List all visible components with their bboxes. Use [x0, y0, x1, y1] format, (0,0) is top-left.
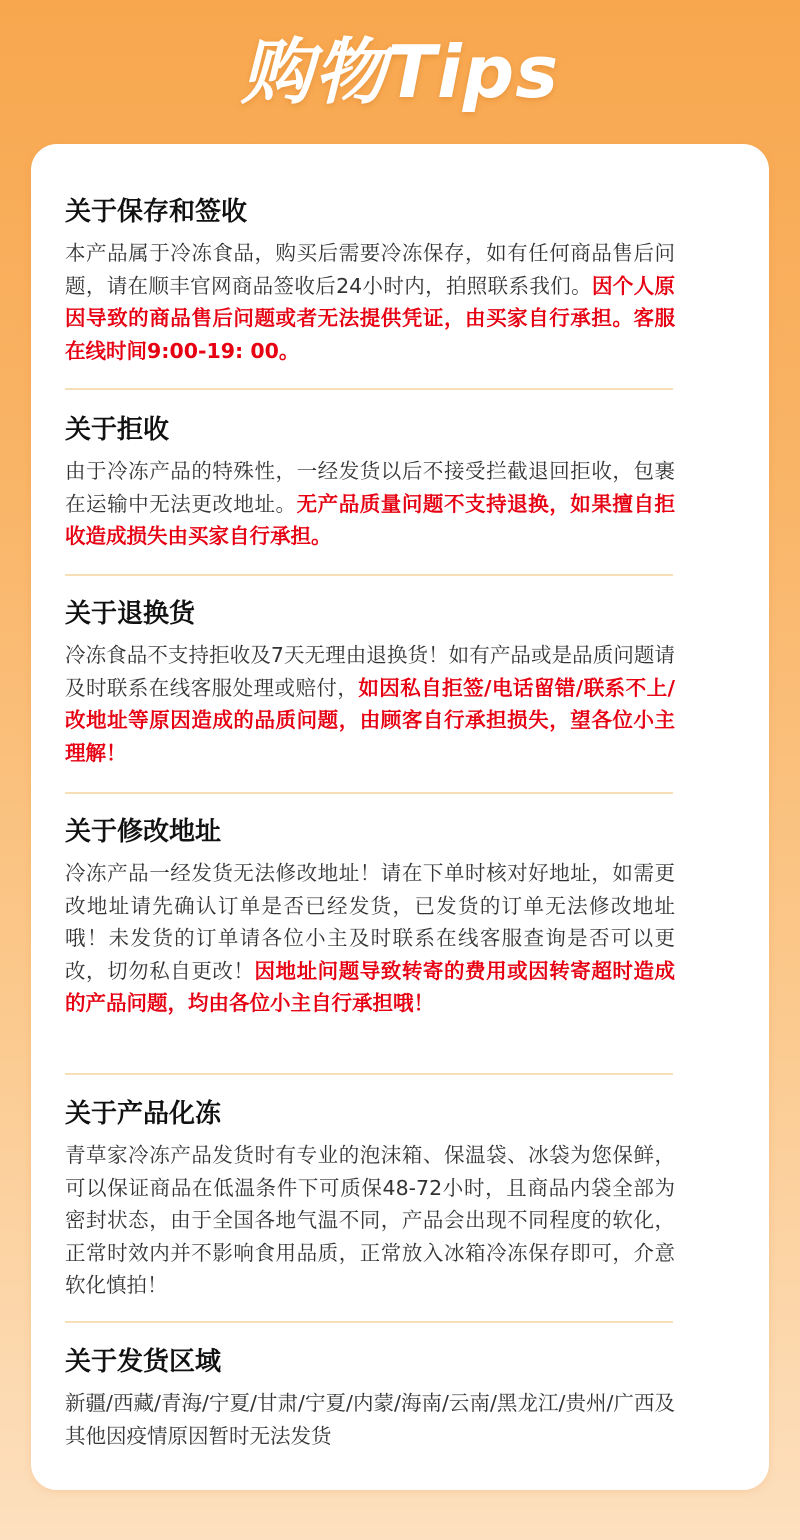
section-divider [65, 388, 673, 390]
page-title: 购物Tips [240, 30, 560, 114]
section-divider [65, 1321, 673, 1323]
section-text [65, 1387, 675, 1452]
section-returns-exchanges [65, 597, 675, 769]
section-shipping-areas [65, 1345, 675, 1452]
section-divider [65, 1073, 673, 1075]
section-warning-text: 无产品质量问题不支持退换，如果擅自拒收造成损失由买家自行承担。 [65, 491, 676, 548]
section-title: 关于退换货 [65, 599, 196, 629]
section-address-change [65, 815, 675, 1020]
section-body-text: 本产品属于冷冻食品，购买后需要冷冻保存，如有任何商品售后问题，请在顺丰官网商品签收后24小时内，拍照联系我们。 [65, 241, 675, 298]
section-thawing [65, 1097, 675, 1302]
section-title: 关于保存和签收 [65, 197, 248, 227]
section-body-text: 新疆/西藏/青海/宁夏/甘肃/宁夏/内蒙/海南/云南/黑龙江/贵州/广西及其他因疫情原因暂时无法发货 [65, 1391, 675, 1448]
section-body-text: 由于冷冻产品的特殊性，一经发货以后不接受拦截退回拒收，包裹在运输中无法更改地址。 [65, 459, 675, 516]
section-storage-and-receipt [65, 195, 675, 367]
section-text [65, 639, 675, 769]
section-title: 关于发货区域 [65, 1347, 222, 1377]
section-warning-text: 因地址问题导致转寄的费用或因转寄超时造成的产品问题，均由各位小主自行承担哦！ [65, 958, 676, 1015]
page-header [0, 22, 800, 122]
section-body-text: 青草家冷冻产品发货时有专业的泡沫箱、保温袋、冰袋为您保鲜，可以保证商品在低温条件下可质保48-72小时，且商品内袋全部为密封状态，由于全国各地气温不同，产品会出现不同程度的软化，正常时效内并不影响食用品质，正常放入冰箱冷冻保存即可，介意软化慎拍！ [65, 1143, 675, 1297]
section-warning-text: 如因私自拒签/电话留错/联系不上/改地址等原因造成的品质问题，由顾客自行承担损失，望各位小主理解！ [65, 675, 676, 765]
section-title: 关于产品化冻 [65, 1099, 222, 1129]
section-warning-text: 因个人原因导致的商品售后问题或者无法提供凭证，由买家自行承担。客服在线时间9:00-19: 00。 [65, 273, 675, 363]
section-body-text: 冷冻产品一经发货无法修改地址！请在下单时核对好地址，如需更改地址请先确认订单是否已经发货，已发货的订单无法修改地址哦！未发货的订单请各位小主及时联系在线客服查询是否可以更改，切勿私自更改！ [65, 861, 675, 983]
section-title: 关于修改地址 [65, 817, 222, 847]
section-title: 关于拒收 [65, 415, 170, 445]
section-text [65, 237, 675, 367]
section-rejection [65, 413, 675, 553]
section-divider [65, 792, 673, 794]
section-text [65, 455, 675, 553]
section-text [65, 857, 675, 1020]
section-body-text: 冷冻食品不支持拒收及7天无理由退换货！如有产品或是品质问题请及时联系在线客服处理或赔付， [65, 643, 675, 700]
section-divider [65, 574, 673, 576]
section-text [65, 1139, 675, 1302]
